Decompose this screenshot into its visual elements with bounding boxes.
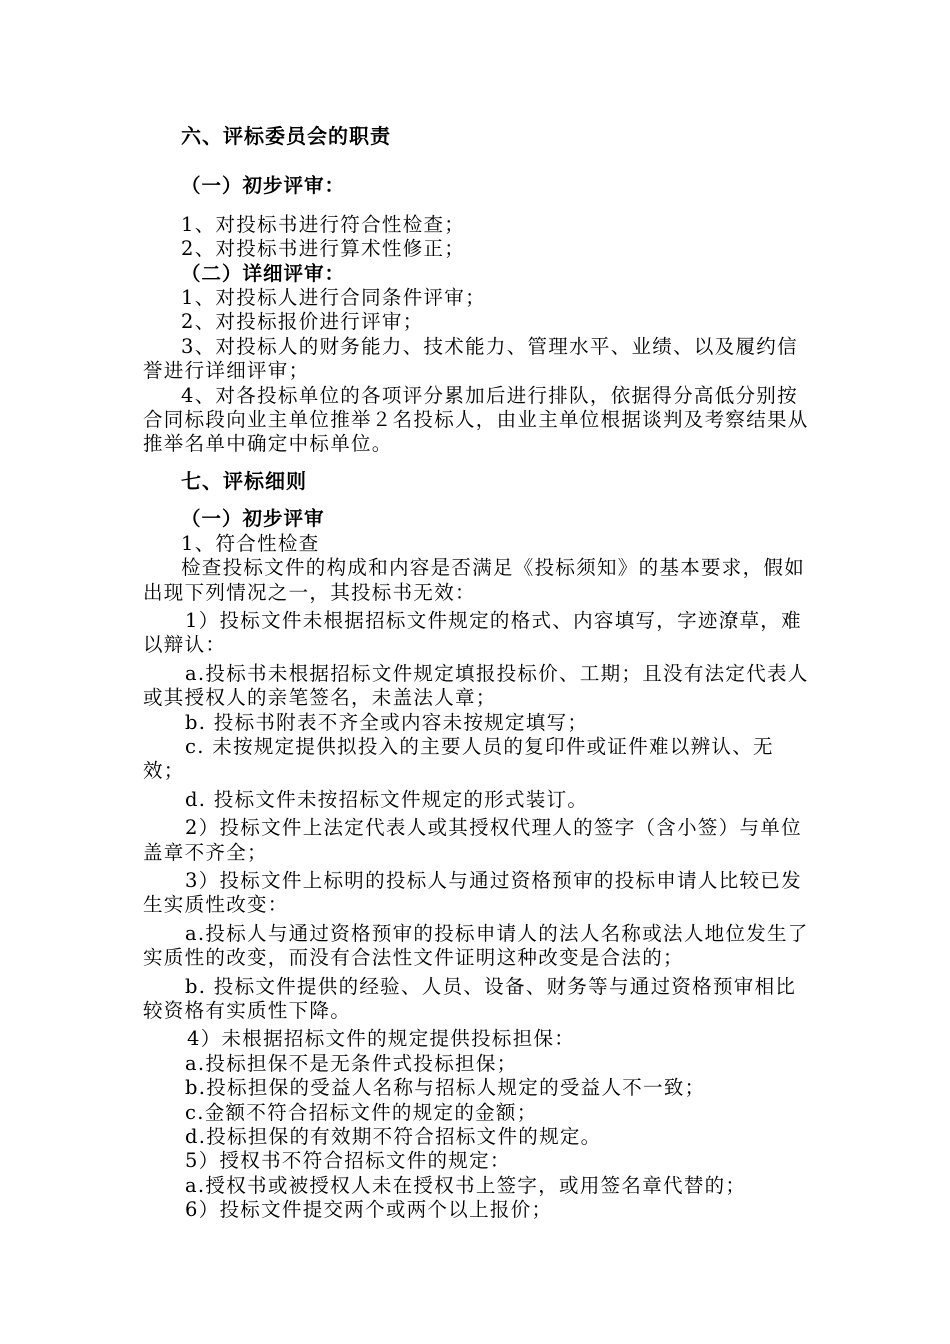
section-6-sub2-item1: 1、对投标人进行合同条件评审； <box>181 286 486 310</box>
section-7-sub1-heading: （一）初步评审 <box>181 507 325 531</box>
section-7-intro: 检查投标文件的构成和内容是否满足《投标须知》的基本要求，假如出现下列情况之一，其投标书无效： <box>143 556 806 604</box>
rule-3a: a.投标人与通过资格预审的投标申请人的法人名称或法人地位发生了实质性的改变，而没有合法性文件证明这种改变是合法的； <box>143 921 809 970</box>
document-body <box>143 124 813 1223</box>
section-6-title: 六、评标委员会的职责 <box>181 124 391 148</box>
section-6-sub2-item4: 4、对各投标单位的各项评分累加后进行排队，依据得分高低分别按合同标段向业主单位推举２名投标人，由业主单位根据谈判及考察结果从推举名单中确定中标单位。 <box>143 383 809 456</box>
rule-3: 3）投标文件上标明的投标人与通过资格预审的投标申请人比较已发生实质性改变： <box>143 868 802 917</box>
rule-5a: a.授权书或被授权人未在授权书上签字，或用签名章代替的； <box>185 1173 747 1197</box>
section-6-sub1-heading: （一）初步评审： <box>181 174 346 198</box>
rule-4a: a.投标担保不是无条件式投标担保； <box>185 1051 518 1075</box>
rule-5: 5）授权书不符合招标文件的规定： <box>185 1149 511 1173</box>
section-6-sub2-heading: （二）详细评审： <box>181 261 346 285</box>
section-6-sub1-item1: 1、对投标书进行符合性检查； <box>181 212 466 236</box>
section-6-sub1-item2: 2、对投标书进行算术性修正； <box>181 237 466 261</box>
rule-4: 4）未根据招标文件的规定提供投标担保： <box>187 1027 576 1051</box>
rule-3b: b. 投标文件提供的经验、人员、设备、财务等与通过资格预审相比较资格有实质性下降。 <box>143 974 797 1022</box>
section-6-sub2-item2: 2、对投标报价进行评审； <box>181 310 424 334</box>
rule-1d: d. 投标文件未按招标文件规定的形式装订。 <box>185 787 589 811</box>
rule-1c: c. 未按规定提供拟投入的主要人员的复印件或证件难以辨认、无效； <box>143 734 774 783</box>
section-7-item1: 1、符合性检查 <box>181 531 320 555</box>
rule-4c: c.金额不符合招标文件的规定的金额； <box>185 1100 538 1124</box>
rule-1a: a.投标书未根据招标文件规定填报投标价、工期；且没有法定代表人或其授权人的亲笔签名，未盖法人章； <box>143 661 809 710</box>
rule-6: 6）投标文件提交两个或两个以上报价； <box>185 1198 553 1222</box>
section-6-sub2-item3: 3、对投标人的财务能力、技术能力、管理水平、业绩、以及履约信誉进行详细评审； <box>143 334 798 383</box>
rule-4d: d.投标担保的有效期不符合招标文件的规定。 <box>185 1125 602 1149</box>
rule-1: 1）投标文件未根据招标文件规定的格式、内容填写，字迹潦草，难以辩认： <box>143 608 802 657</box>
rule-2: 2）投标文件上法定代表人或其授权代理人的签字（含小签）与单位盖章不齐全； <box>143 816 802 864</box>
rule-4b: b.投标担保的受益人名称与招标人规定的受益人不一致； <box>185 1076 706 1100</box>
section-7-title: 七、评标细则 <box>181 468 307 493</box>
rule-1b: b. 投标书附表不齐全或内容未按规定填写； <box>185 710 589 734</box>
